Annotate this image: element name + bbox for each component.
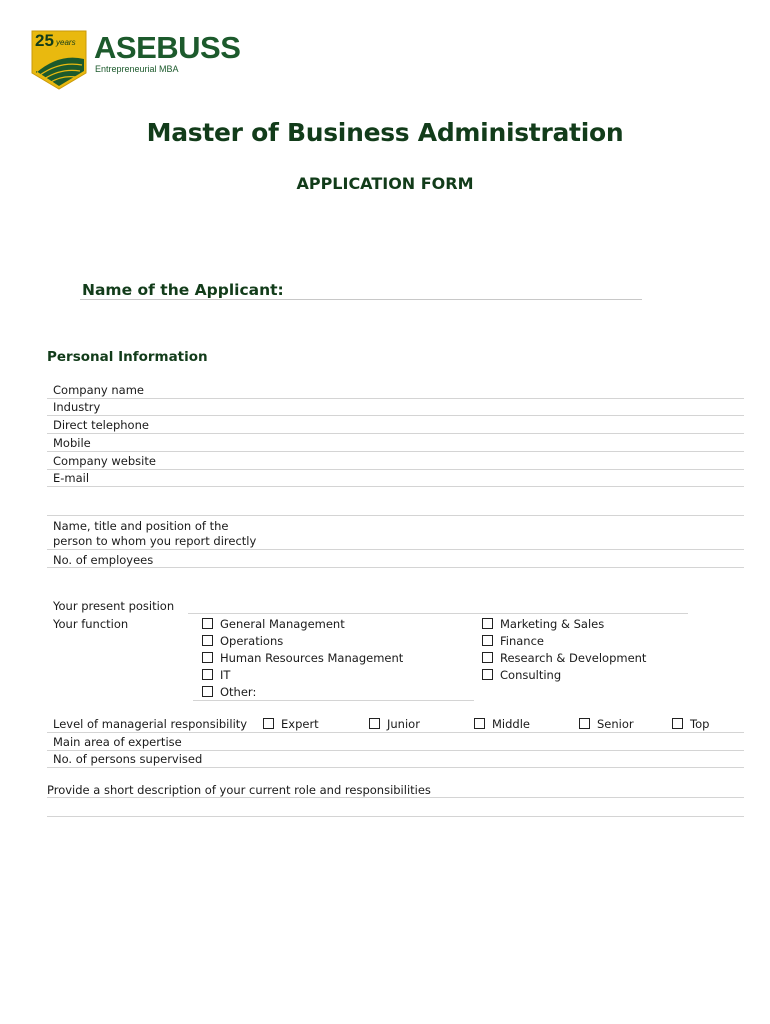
field-label-report-to-line1: Name, title and position of the	[53, 519, 229, 533]
checkbox-other[interactable]	[202, 686, 213, 697]
field-label-supervised: No. of persons supervised	[53, 752, 203, 766]
supervised-field[interactable]	[47, 767, 744, 768]
option-it: IT	[220, 668, 231, 682]
applicant-name-field[interactable]	[80, 299, 642, 300]
checkbox-level-top[interactable]	[672, 718, 683, 729]
checkbox-level-middle[interactable]	[474, 718, 485, 729]
checkbox-human-resources[interactable]	[202, 652, 213, 663]
expertise-field[interactable]	[47, 750, 744, 751]
field-label-industry: Industry	[53, 400, 101, 414]
email-field[interactable]	[47, 486, 744, 487]
divider	[47, 732, 744, 733]
company-name-field[interactable]	[47, 398, 744, 399]
applicant-name-label: Name of the Applicant:	[82, 281, 284, 299]
option-level-top: Top	[690, 717, 710, 731]
option-marketing-sales: Marketing & Sales	[500, 617, 605, 631]
section-heading: Personal Information	[47, 349, 208, 365]
description-field[interactable]	[47, 797, 744, 798]
field-label-employees: No. of employees	[53, 553, 154, 567]
checkbox-finance[interactable]	[482, 635, 493, 646]
option-level-junior: Junior	[387, 717, 420, 731]
logo-tagline: Entrepreneurial MBA	[95, 64, 179, 74]
option-operations: Operations	[220, 634, 284, 648]
employees-field[interactable]	[47, 567, 744, 568]
logo-brand: ASEBUSS	[94, 30, 241, 65]
description-field-line-2[interactable]	[47, 816, 744, 817]
checkbox-it[interactable]	[202, 669, 213, 680]
option-research-development: Research & Development	[500, 651, 647, 665]
other-function-field[interactable]	[193, 700, 474, 701]
field-label-present-position: Your present position	[53, 599, 175, 613]
option-finance: Finance	[500, 634, 544, 648]
mobile-field[interactable]	[47, 451, 744, 452]
checkbox-level-senior[interactable]	[579, 718, 590, 729]
checkbox-consulting[interactable]	[482, 669, 493, 680]
present-position-field[interactable]	[188, 613, 688, 614]
field-label-direct-telephone: Direct telephone	[53, 418, 149, 432]
checkbox-general-management[interactable]	[202, 618, 213, 629]
option-consulting: Consulting	[500, 668, 562, 682]
field-label-level: Level of managerial responsibility	[53, 717, 248, 731]
checkbox-level-junior[interactable]	[369, 718, 380, 729]
field-label-company-website: Company website	[53, 454, 156, 468]
direct-telephone-field[interactable]	[47, 433, 744, 434]
logo-badge-text: years	[56, 38, 76, 47]
field-label-report-to-line2: person to whom you report directly	[53, 534, 257, 548]
option-level-senior: Senior	[597, 717, 634, 731]
report-to-field[interactable]	[47, 549, 744, 550]
checkbox-level-expert[interactable]	[263, 718, 274, 729]
page-title: Master of Business Administration	[146, 118, 624, 147]
field-label-email: E-mail	[53, 471, 90, 485]
option-general-management: General Management	[220, 617, 345, 631]
option-level-expert: Expert	[281, 717, 319, 731]
divider	[47, 515, 744, 516]
page-subtitle: APPLICATION FORM	[296, 174, 474, 193]
field-label-expertise: Main area of expertise	[53, 735, 182, 749]
industry-field[interactable]	[47, 415, 744, 416]
field-label-function: Your function	[53, 617, 129, 631]
logo-badge-number: 25	[35, 31, 54, 50]
checkbox-research-development[interactable]	[482, 652, 493, 663]
field-label-description: Provide a short description of your current role and responsibilities	[47, 783, 431, 797]
option-level-middle: Middle	[492, 717, 530, 731]
company-website-field[interactable]	[47, 469, 744, 470]
checkbox-operations[interactable]	[202, 635, 213, 646]
option-other: Other:	[220, 685, 257, 699]
option-human-resources: Human Resources Management	[220, 651, 404, 665]
field-label-company-name: Company name	[53, 383, 144, 397]
field-label-mobile: Mobile	[53, 436, 91, 450]
checkbox-marketing-sales[interactable]	[482, 618, 493, 629]
